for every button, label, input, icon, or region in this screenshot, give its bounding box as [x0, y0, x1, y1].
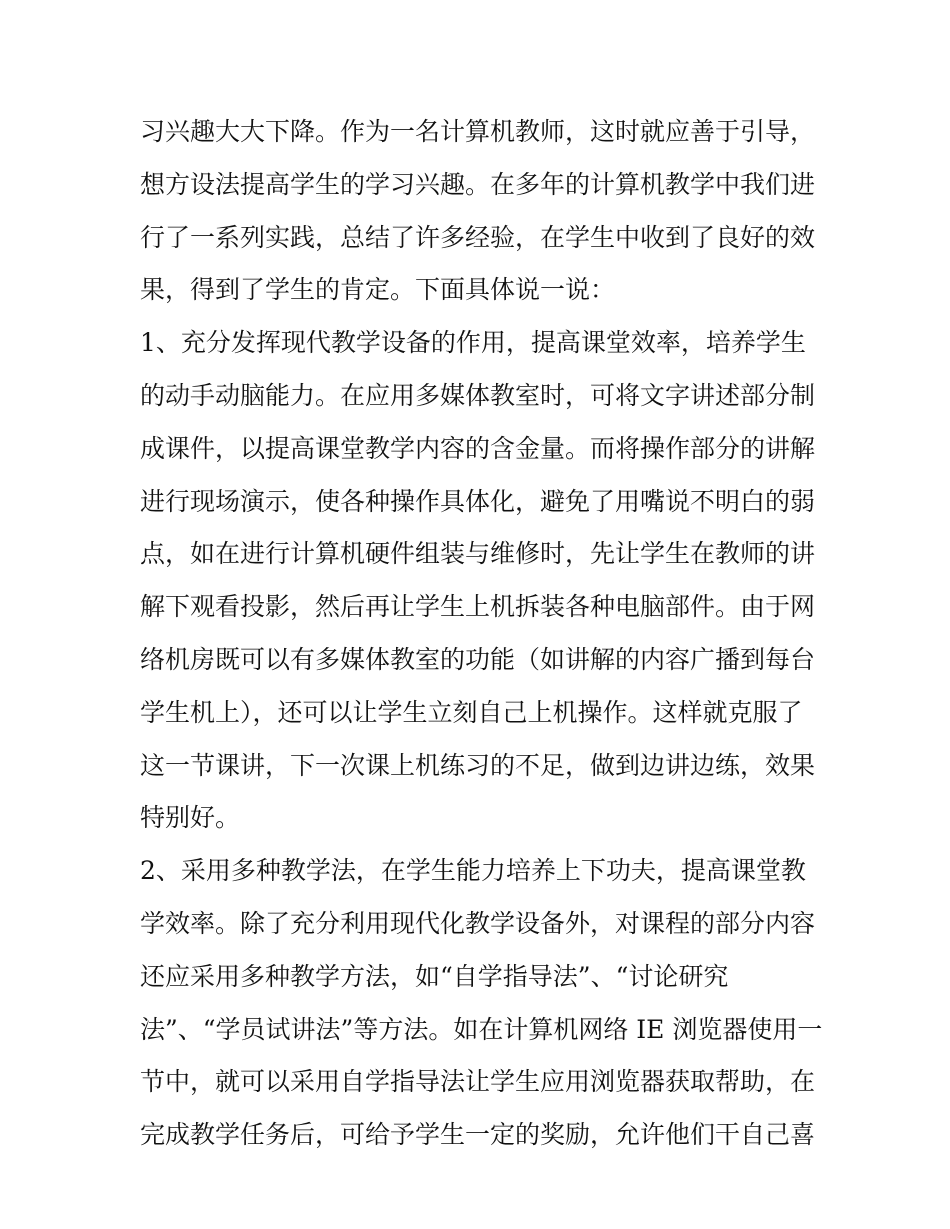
- text-line: 学效率。除了充分利用现代化教学设备外，对课程的部分内容: [140, 908, 816, 938]
- text-line: 特别好。: [140, 803, 241, 833]
- text-line: 的动手动脑能力。在应用多媒体教室时，可将文字讲述部分制: [140, 380, 816, 410]
- text-line: 想方设法提高学生的学习兴趣。在多年的计算机教学中我们进: [140, 169, 816, 199]
- text-line: 还应采用多种教学方法，如“自学指导法”、“讨论研究: [140, 961, 729, 991]
- text-line: 解下观看投影，然后再让学生上机拆装各种电脑部件。由于网: [140, 592, 816, 622]
- text-line: 完成教学任务后，可给予学生一定的奖励，允许他们干自己喜: [140, 1120, 816, 1150]
- text-line: 这一节课讲，下一次课上机练习的不足，做到边讲边练，效果: [140, 750, 816, 780]
- text-line: 法”、“学员试讲法”等方法。如在计算机网络 IE 浏览器使用一: [140, 1014, 823, 1044]
- text-line: 络机房既可以有多媒体教室的功能（如讲解的内容广播到每台: [140, 644, 816, 674]
- text-line: 成课件，以提高课堂教学内容的含金量。而将操作部分的讲解: [140, 433, 816, 463]
- text-line: 学生机上），还可以让学生立刻自己上机操作。这样就克服了: [140, 697, 803, 727]
- body-text: [140, 106, 823, 1162]
- text-line: 行了一系列实践，总结了许多经验，在学生中收到了良好的效: [140, 222, 816, 252]
- text-line: 节中，就可以采用自学指导法让学生应用浏览器获取帮助，在: [140, 1067, 816, 1097]
- text-line: 果，得到了学生的肯定。下面具体说一说：: [140, 275, 616, 305]
- text-line: 习兴趣大大下降。作为一名计算机教师，这时就应善于引导，: [140, 117, 816, 146]
- text-line: 进行现场演示，使各种操作具体化，避免了用嘴说不明白的弱: [140, 486, 816, 516]
- text-line: 2、采用多种教学法，在学生能力培养上下功夫，提高课堂教: [140, 856, 806, 886]
- text-line: 1、充分发挥现代教学设备的作用，提高课堂效率，培养学生: [140, 328, 806, 358]
- text-line: 点，如在进行计算机硬件组装与维修时，先让学生在教师的讲: [140, 539, 816, 569]
